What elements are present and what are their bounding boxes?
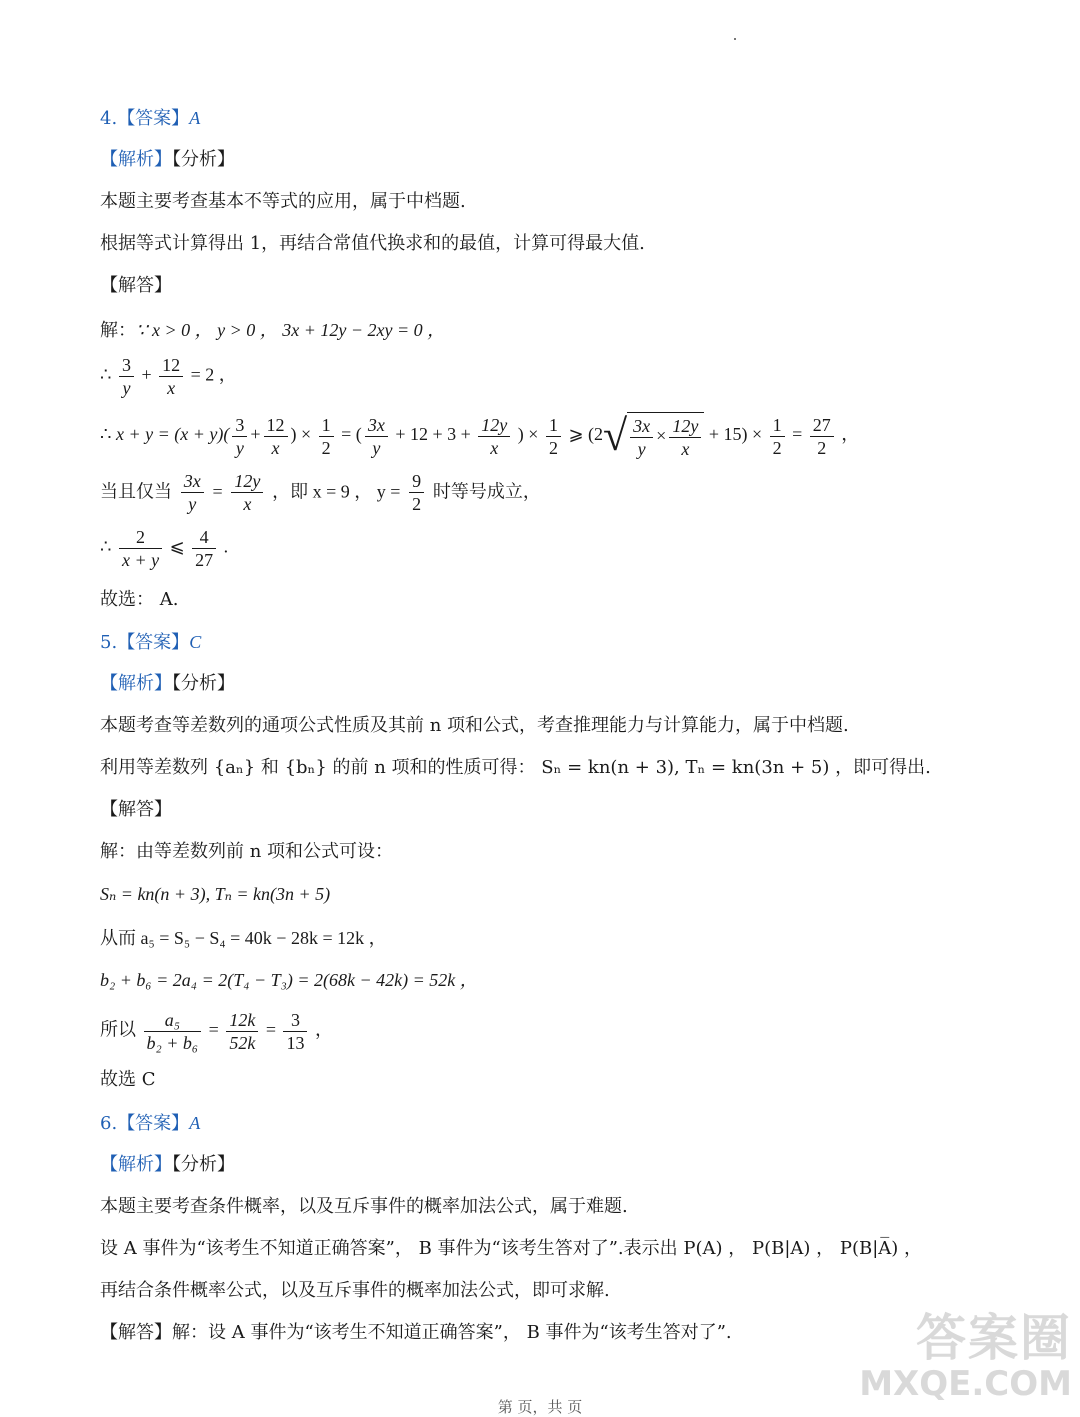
fraction: $\frac{3}{13}$ [283, 1009, 307, 1054]
q5-answer: C [189, 632, 202, 652]
fraction: $\frac{3}{y}$ [119, 354, 134, 399]
watermark-logo: 答案圈 MXQE.COM [859, 1309, 1072, 1404]
q5-solution-line-3: 从而 a₅ = S₅ − S₄ = 40k − 28k = 12k ， [100, 928, 387, 948]
q5-analysis-text-1: 本题考查等差数列的通项公式性质及其前 n 项和公式，考查推理能力与计算能力，属于中档题. [100, 715, 849, 736]
q4-solution-heading: 【解答】 [100, 275, 172, 296]
q4-number: 4. [100, 108, 118, 129]
q6-solution-line-1: 【解答】解：设 A 事件为“该考生不知道正确答案”， B 事件为“该考生答对了”. [100, 1322, 732, 1343]
q4-answer: A [189, 108, 201, 128]
q4-solution-line-1: 解：∵ x > 0 ， y > 0 ， 3x + 12y − 2xy = 0 ， [100, 320, 446, 340]
q6-answer-line [100, 1110, 200, 1137]
q6-answer-tag: 【答案】 [117, 1113, 190, 1134]
q5-number: 5. [100, 632, 118, 653]
fraction: $\frac{3x}{y}$ [365, 414, 388, 459]
fraction: $\frac{3x}{y}$ [181, 470, 204, 515]
fraction: $\frac{2}{x + y}$ [119, 526, 162, 571]
q5-answer-tag: 【答案】 [117, 632, 190, 653]
q4-solution-line-5: ∴ $\frac{2}{x + y}$ ⩽ $\frac{4}{27}$ . [100, 527, 229, 570]
q5-analysis-text-2: 利用等差数列 {aₙ} 和 {bₙ} 的前 n 项和的性质可得： Sₙ = kn(n + 3), Tₙ = kn(3n + 5) ，即可得出. [100, 757, 931, 778]
q4-answer-line [100, 105, 200, 132]
q6-analysis-text-2: 设 A 事件为“该考生不知道正确答案”， B 事件为“该考生答对了”.表示出 P(A) ， P(B|A) ， P(B|A̅) ， [100, 1238, 923, 1259]
fraction: $\frac{12y}{x}$ [478, 414, 510, 459]
page-footer: 第 页，共 页 [497, 1398, 583, 1416]
q4-solution-line-2: ∴ $\frac{3}{y}$ + $\frac{12}{x}$ = 2 ， [100, 355, 237, 398]
fraction: $\frac{12}{x}$ [264, 414, 288, 459]
fraction: $\frac{12}{x}$ [159, 354, 183, 399]
fraction: $\frac{4}{27}$ [192, 526, 216, 571]
fraction: $\frac{1}{2}$ [319, 414, 334, 459]
q5-analysis-heading: 【解析】【分析】 [100, 673, 235, 694]
fraction: $\frac{9}{2}$ [409, 470, 424, 515]
q5-solution-line-4: b₂ + b₆ = 2a₄ = 2(T₄ − T₃) = 2(68k − 42k) = 52k ， [100, 970, 478, 990]
q6-answer: A [189, 1113, 201, 1133]
q6-analysis-heading: 【解析】【分析】 [100, 1154, 235, 1175]
q5-solution-line-2: Sₙ = kn(n + 3), Tₙ = kn(3n + 5) [100, 884, 331, 904]
q4-final-choice: 故选： A. [100, 589, 179, 610]
fraction: $\frac{1}{2}$ [770, 414, 785, 459]
fraction: $\frac{27}{2}$ [810, 414, 834, 459]
fraction: $\frac{\text{a₅}}{\text{b₂ + b₆}}$ [144, 1009, 202, 1054]
q5-answer-line [100, 629, 201, 656]
q4-analysis-text-2: 根据等式计算得出 1，再结合常值代换求和的最值，计算可得最大值. [100, 233, 645, 254]
q5-solution-heading: 【解答】 [100, 799, 172, 820]
q4-analysis-heading [100, 147, 235, 173]
q6-number: 6. [100, 1113, 118, 1134]
fraction: $\frac{12k}{52k}$ [226, 1009, 258, 1054]
q6-analysis-text-3: 再结合条件概率公式，以及互斥事件的概率加法公式，即可求解. [100, 1280, 610, 1301]
q5-final-choice: 故选 C [100, 1069, 156, 1090]
q5-solution-line-5: 所以 $\frac{\text{a₅}}{\text{b₂ + b₆}}$ = $\frac{12k}{52k}$ = $\frac{3}{13}$ ， [100, 1010, 333, 1053]
q5-solution-line-1: 解：由等差数列前 n 项和公式可设： [100, 841, 394, 862]
square-root: √ $\frac{3x}{y}$ × $\frac{12y}{x}$ [603, 412, 704, 460]
q6-analysis-text-1: 本题主要考查条件概率，以及互斥事件的概率加法公式，属于难题. [100, 1196, 628, 1217]
q4-fenxi-tag: 【分析】 [172, 149, 235, 170]
q4-analysis-text-1: 本题主要考查基本不等式的应用，属于中档题. [100, 191, 466, 212]
fraction: $\frac{1}{2}$ [546, 414, 561, 459]
fraction: $\frac{12y}{x}$ [231, 470, 263, 515]
scan-dot [734, 38, 736, 40]
q4-solution-line-3: ∴ x + y = (x + y)( $\frac{3}{y}$ + $\frac{12}{x}$ ) × $\frac{1}{2}$ = ( $\frac{3x}{y}$ + 12 + 3 + $\frac{12y}{x}$ ) × $\frac{1}{2}$ ⩾ (2√ $\frac{3x}{y}$ × $\frac{12y}{x}$ + 15) × $\frac{1}{2}$ = $\frac{27}{2}$ ， [100, 411, 860, 460]
q4-solution-line-4: 当且仅当 $\frac{3x}{y}$ = $\frac{12y}{x}$ ，即 x = 9 ， y = $\frac{9}{2}$ 时等号成立， [100, 471, 541, 514]
q4-jiexi-tag: 【解析】 [100, 149, 172, 170]
fraction: $\frac{3}{y}$ [232, 414, 247, 459]
q4-answer-tag: 【答案】 [117, 108, 190, 129]
